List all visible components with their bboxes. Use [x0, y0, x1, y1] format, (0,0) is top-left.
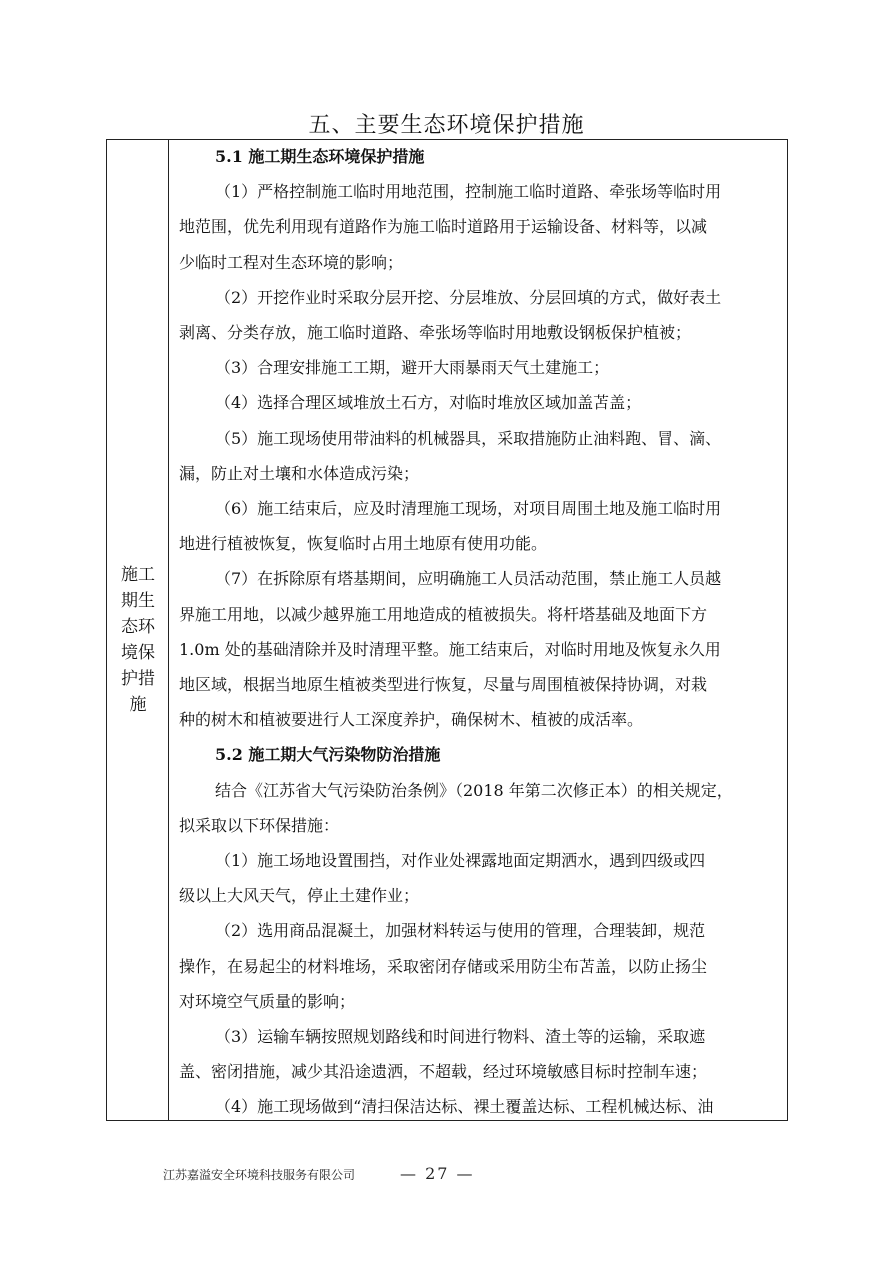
category-label-line: 护措 — [121, 669, 155, 689]
paragraph-line: （3）合理安排施工工期，避开大雨暴雨天气土建施工； — [215, 358, 610, 378]
paragraph-line: 地区域，根据当地原生植被类型进行恢复，尽量与周围植被保持协调，对栽 — [179, 675, 708, 694]
paragraph-line: 操作，在易起尘的材料堆场，采取密闭存储或采用防尘布苫盖，以防止扬尘 — [179, 956, 708, 976]
section-heading: 5.2 施工期大气污染物防治措施 — [215, 745, 441, 765]
paragraph-line: 漏，防止对土壤和水体造成污染； — [179, 463, 420, 483]
paragraph-line: （2）选用商品混凝土，加强材料转运与使用的管理，合理装卸，规范 — [215, 921, 706, 941]
paragraph-line: 拟采取以下环保措施： — [179, 815, 340, 835]
paragraph-line: 地范围，优先利用现有道路作为施工临时道路用于运输设备、材料等，以减 — [179, 217, 708, 237]
paragraph-line: （7）在拆除原有塔基期间，应明确施工人员活动范围，禁止施工人员越 — [215, 569, 722, 589]
paragraph-line: 少临时工程对生态环境的影响； — [179, 252, 404, 272]
paragraph-line: 剥离、分类存放，施工临时道路、牵张场等临时用地敷设钢板保护植被； — [179, 323, 692, 342]
paragraph-line: （5）施工现场使用带油料的机械器具，采取措施防止油料跑、冒、滴、 — [215, 428, 722, 448]
paragraph-line: （6）施工结束后，应及时清理施工现场，对项目周围土地及施工临时用 — [215, 499, 722, 518]
paragraph-line: （3）运输车辆按照规划路线和时间进行物料、渣土等的运输，采取遮 — [215, 1027, 706, 1046]
category-label-line: 境保 — [121, 643, 155, 663]
section-heading: 5.1 施工期生态环境保护措施 — [215, 147, 425, 166]
paragraph-line: 1.0m 处的基础清除并及时清理平整。施工结束后，对临时用地及恢复永久用 — [179, 639, 721, 659]
paragraph-line: 界施工用地，以减少越界施工用地造成的植被损失。将杆塔基础及地面下方 — [179, 604, 708, 624]
paragraph-line: （2）开挖作业时采取分层开挖、分层堆放、分层回填的方式，做好表土 — [215, 287, 722, 307]
paragraph-line: 对环境空气质量的影响； — [179, 991, 356, 1011]
paragraph-line: 盖、密闭措施，减少其沿途遗洒，不超载，经过环境敏感目标时控制车速； — [179, 1062, 708, 1082]
paragraph-line: （4）选择合理区域堆放土石方，对临时堆放区域加盖苫盖； — [215, 393, 642, 413]
paragraph-line: 种的树木和植被要进行人工深度养护，确保树木、植被的成活率。 — [179, 710, 644, 730]
page-title: 五、主要生态环境保护措施 — [308, 113, 585, 138]
category-label-line: 施 — [129, 695, 147, 715]
paragraph-line: 地进行植被恢复，恢复临时占用土地原有使用功能。 — [179, 534, 548, 554]
paragraph-line: （1）严格控制施工临时用地范围，控制施工临时道路、牵张场等临时用 — [215, 182, 722, 202]
paragraph-line: 结合《江苏省大气污染防治条例》（2018 年第二次修正本）的相关规定， — [215, 780, 733, 800]
category-label-line: 期生 — [121, 591, 155, 611]
page-number: — 27 — — [400, 1164, 475, 1183]
measures-table — [106, 139, 788, 1121]
footer-company: 江苏嘉溢安全环境科技服务有限公司 — [163, 1168, 356, 1182]
paragraph-line: （4）施工现场做到“清扫保洁达标、裸土覆盖达标、工程机械达标、油 — [215, 1097, 714, 1117]
paragraph-line: 级以上大风天气，停止土建作业； — [179, 886, 420, 906]
category-label — [116, 562, 160, 718]
category-column — [107, 140, 169, 1120]
category-label-line: 态环 — [121, 617, 155, 637]
category-label-line: 施工 — [121, 565, 155, 585]
paragraph-line: （1）施工场地设置围挡，对作业处裸露地面定期洒水，遇到四级或四 — [215, 851, 706, 870]
